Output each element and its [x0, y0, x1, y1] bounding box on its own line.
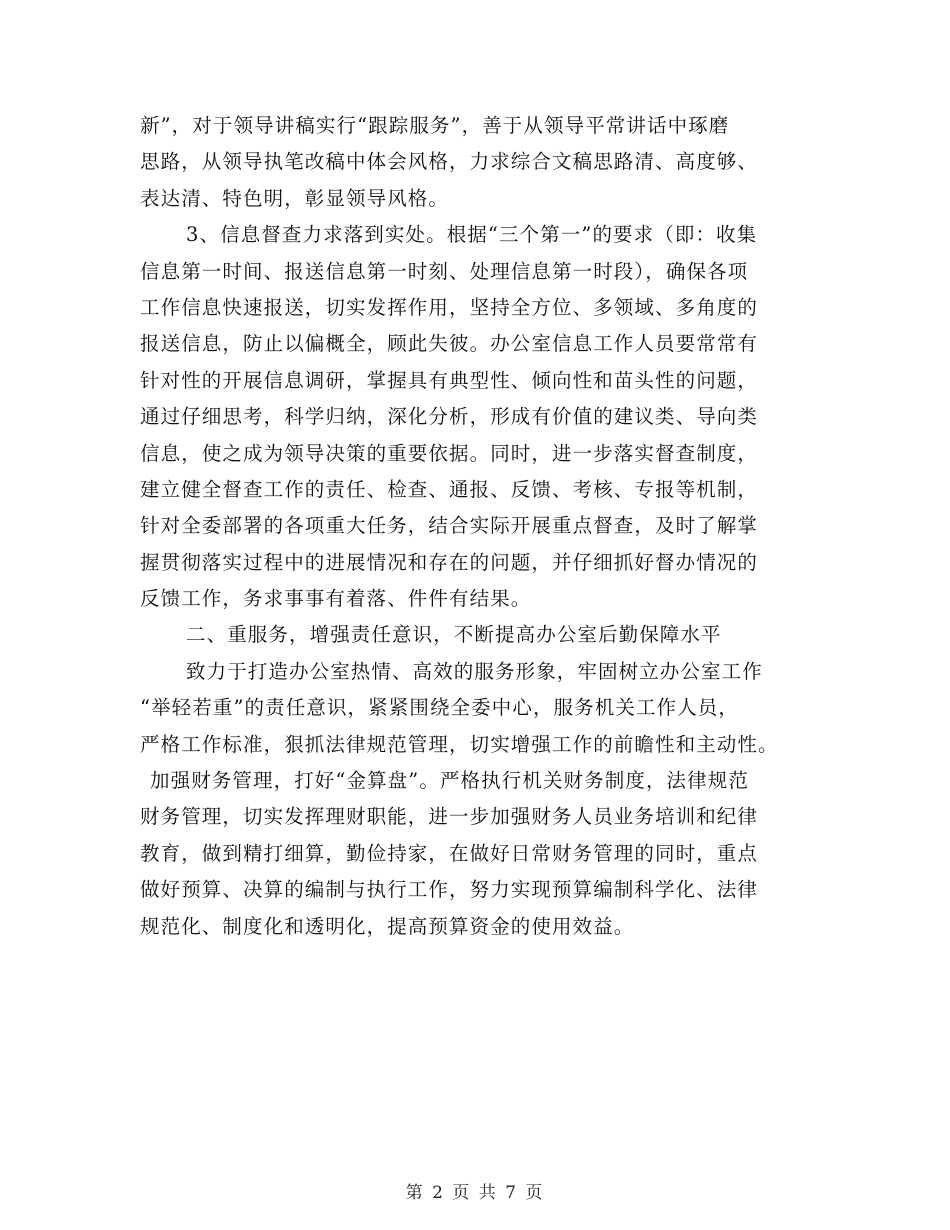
text-line-10: 信息，使之成为领导决策的重要依据。同时，进一步落实督查制度，: [140, 441, 759, 465]
text-line-7: 报送信息，防止以偏概全，顾此失彼。办公室信息工作人员要常常有: [140, 332, 759, 356]
text-line-20: 财务管理，切实发挥理财职能，进一步加强财务人员业务培训和纪律: [140, 805, 759, 829]
text-line-14: 反馈工作，务求事事有着落、件件有结果。: [140, 587, 532, 611]
text-line-21: 教育，做到精打细算，勤俭持家，在做好日常财务管理的同时，重点: [140, 841, 759, 865]
text-line-8: 针对性的开展信息调研，掌握具有典型性、倾向性和苗头性的问题，: [140, 368, 759, 392]
page-number-footer: 第 2 页 共 7 页: [405, 1183, 545, 1203]
text-line-2: 思路，从领导执笔改稿中体会风格，力求综合文稿思路清、高度够、: [140, 150, 759, 174]
text-line-12: 针对全委部署的各项重大任务，结合实际开展重点督查，及时了解掌: [140, 514, 759, 538]
text-line-22: 做好预算、决算的编制与执行工作，努力实现预算编制科学化、法律: [140, 878, 759, 902]
text-line-1: 新”，对于领导讲稿实行“跟踪服务”，善于从领导平常讲话中琢磨: [140, 114, 730, 137]
section-heading-service: 二、重服务，增强责任意识，不断提高办公室后勤保障水平: [186, 623, 722, 647]
text-line-17: “举轻若重”的责任意识，紧紧围绕全委中心，服务机关工作人员，: [140, 696, 739, 720]
document-body: [140, 108, 810, 945]
text-line-5: 信息第一时间、报送信息第一时刻、处理信息第一时段），确保各项: [140, 259, 749, 283]
text-line-6: 工作信息快速报送，切实发挥作用，坚持全方位、多领域、多角度的: [140, 295, 759, 319]
text-line-23: 规范化、制度化和透明化，提高预算资金的使用效益。: [140, 914, 635, 938]
text-line-3: 表达清、特色明，彰显领导风格。: [140, 186, 450, 210]
text-line-9: 通过仔细思考，科学归纳，深化分析，形成有价值的建议类、导向类: [140, 405, 759, 429]
text-line-11: 建立健全督查工作的责任、检查、通报、反馈、考核、专报等机制，: [140, 477, 759, 501]
text-line-13: 握贯彻落实过程中的进展情况和存在的问题，并仔细抓好督办情况的: [140, 550, 759, 574]
text-line-18: 严格工作标准，狠抓法律规范管理，切实增强工作的前瞻性和主动性。: [140, 732, 779, 756]
paragraph-start-finance: 加强财务管理，打好“金算盘”。严格执行机关财务制度，法律规范: [150, 769, 749, 793]
paragraph-heading-info-supervision: 3、信息督查力求落到实处。根据“三个第一”的要求（即：收集: [186, 223, 758, 247]
paragraph-start-service-image: 致力于打造办公室热情、高效的服务形象，牢固树立办公室工作: [186, 659, 763, 683]
